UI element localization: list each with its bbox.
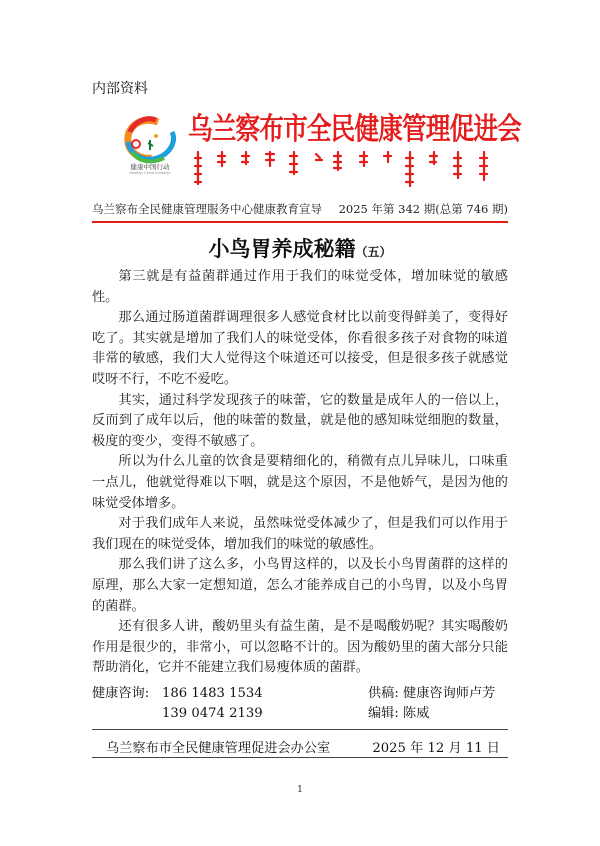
page-number: 1: [297, 785, 303, 795]
paragraph: 其实，通过科学发现孩子的味蕾，它的数量是成年人的一倍以上，反而到了成年以后，他的味蕾的数量，就是他的感知味觉细胞的数量，极度的变少，变得不敏感了。: [92, 392, 508, 449]
paragraph: 那么我们讲了这么多，小鸟胃这样的，以及长小鸟胃菌群的这样的原理，那么大家一定想知道，怎么才能养成自己的小鸟胃，以及小鸟胃的菌群。: [92, 557, 508, 614]
paragraph: 所以为什么儿童的饮食是要精细化的，稍微有点儿异味儿，口味重一点儿，他就觉得难以下咽，就是这个原因，不是他娇气，是因为他的味觉受体增多。: [92, 454, 508, 511]
editor: 编辑: 陈威: [368, 706, 430, 721]
header-divider: [92, 221, 508, 223]
issue-subheading: [92, 201, 508, 217]
article-title-text: 小鸟胃养成秘籍: [208, 236, 356, 261]
paragraph: 第三就是有益菌群通过作用于我们的味觉受体，增加味觉的敏感性。: [92, 269, 508, 305]
logo-caption: 健康中国行动: [130, 163, 170, 171]
article-body: [92, 267, 508, 679]
organization-title: 乌兰察布市全民健康管理促进会: [188, 112, 521, 147]
mongolian-script-icon: [192, 148, 510, 190]
issue-date: 2025 年 12 月 11 日: [372, 741, 500, 756]
issuer-name: 乌兰察布全民健康管理服务中心健康教育宣导: [92, 202, 322, 216]
contributor: 供稿: 健康咨询师卢芳: [368, 686, 496, 701]
phone-number-1: 186 1483 1534: [162, 686, 263, 701]
footer-office-row: [92, 737, 508, 756]
paragraph: 还有很多人讲，酸奶里头有益生菌，是不是喝酸奶呢？其实喝酸奶作用是很少的，非常小，可以忽略不计的。因为酸奶里的菌大部分只能帮助消化，它并不能建立我们易瘦体质的菌群。: [92, 619, 508, 676]
issue-number: 2025 年第 342 期(总第 746 期): [338, 202, 508, 216]
article-title-suffix: （五）: [355, 245, 392, 259]
footer-divider-top: [92, 729, 508, 730]
article-title: [0, 233, 600, 263]
office-name: 乌兰察布市全民健康管理促进会办公室: [106, 741, 331, 756]
paragraph: 对于我们成年人来说，虽然味觉受体减少了，但是我们可以作用于我们现在的味觉受体，增加我们的味觉的敏感性。: [92, 516, 508, 552]
logo-caption-en: Healthy China Initiative: [129, 171, 171, 175]
paragraph: 那么通过肠道菌群调理很多人感觉食材比以前变得鲜美了，变得好吃了。其实就是增加了我们人的味觉受体，你看很多孩子对食物的味道非常的敏感，我们大人觉得这个味道还可以接受，但是很多孩子就感觉哎呀不行，不吃不爱吃。: [92, 310, 508, 387]
contact-block: [92, 684, 508, 724]
consult-label: 健康咨询:: [92, 686, 150, 701]
internal-material-label: 内部资料: [92, 81, 148, 97]
footer-divider-bottom: [92, 757, 508, 758]
phone-number-2: 139 0474 2139: [162, 706, 263, 721]
